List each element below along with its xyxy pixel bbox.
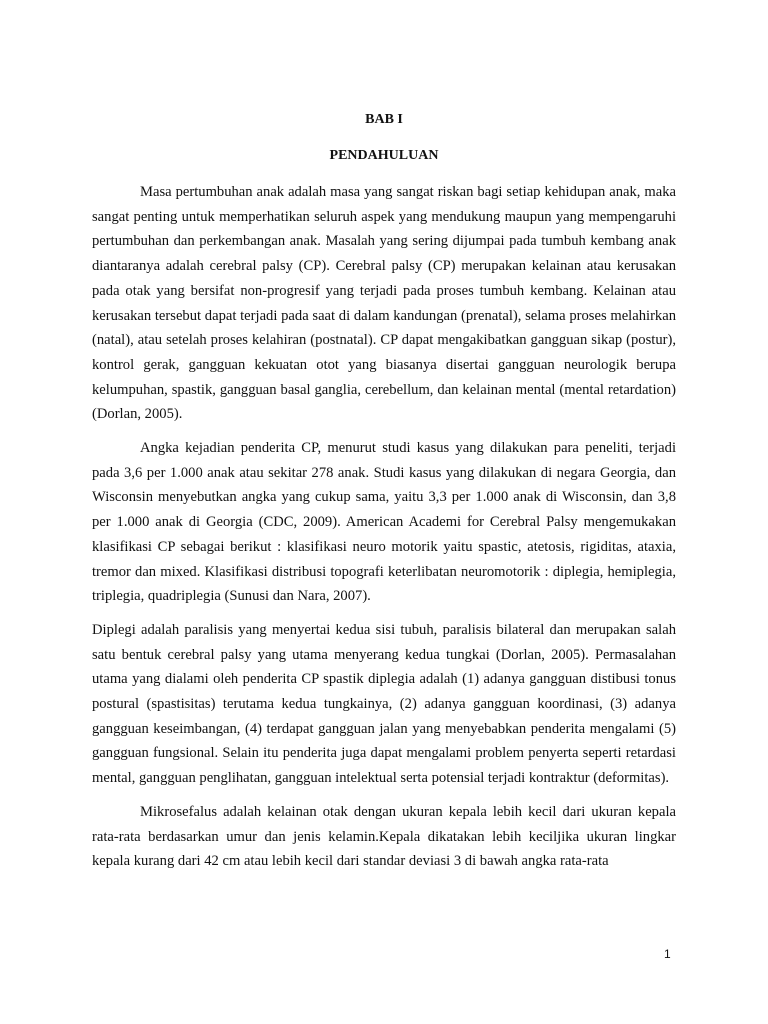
chapter-title: PENDAHULUAN <box>329 148 439 163</box>
page-number: 1 <box>664 947 671 961</box>
paragraph-cerebral-palsy: Masa pertumbuhan anak adalah masa yang sangat riskan bagi setiap kehidupan anak, maka sangat penting untuk memperhatikan seluruh aspek yang mendukung maupun yang mempengaruhi pertumbuhan dan perkembangan anak. Masalah yang sering dijumpai pada tumbuh kembang anak diantaranya adalah cerebral palsy (CP). Cerebral palsy (CP) merupakan kelainan atau kerusakan pada otak yang bersifat non-progresif yang terjadi pada proses tumbuh kembang. Kelainan atau kerusakan tersebut dapat terjadi pada saat di dalam kandungan (prenatal), selama proses melahirkan (natal), atau setelah proses kelahiran (postnatal). CP dapat mengakibatkan gangguan sikap (postur), kontrol gerak, gangguan kekuatan otot yang biasanya disertai gangguan neurologik berupa kelumpuhan, spastik, gangguan basal ganglia, cerebellum, dan kelainan mental (mental retardation) (Dorlan, 2005). <box>92 184 676 423</box>
paragraph-microcephaly: Mikrosefalus adalah kelainan otak dengan ukuran kepala lebih kecil dari ukuran kepala rata-rata berdasarkan umur dan jenis kelamin.Kepala dikatakan lebih keciljika ukuran lingkar kepala kurang dari 42 cm atau lebih kecil dari standar deviasi 3 di bawah angka rata-rata <box>92 803 676 870</box>
chapter-label: BAB I <box>365 112 403 127</box>
document-body <box>92 180 676 874</box>
paragraph-incidence: Angka kejadian penderita CP, menurut studi kasus yang dilakukan para peneliti, terjadi pada 3,6 per 1.000 anak atau sekitar 278 anak. Studi kasus yang dilakukan di negara Georgia, dan Wisconsin menyebutkan angka yang cukup sama, yaitu 3,3 per 1.000 anak di Wisconsin, dan 3,8 per 1.000 anak di Georgia (CDC, 2009). American Academi for Cerebral Palsy mengemukakan klasifikasi CP sebagai berikut : klasifikasi neuro motorik yaitu spastic, atetosis, rigiditas, ataxia, tremor dan mixed. Klasifikasi distribusi topografi keterlibatan neuromotorik : diplegia, hemiplegia, triplegia, quadriplegia (Sunusi dan Nara, 2007). <box>92 440 676 605</box>
paragraph-diplegia: Diplegi adalah paralisis yang menyertai kedua sisi tubuh, paralisis bilateral dan merupakan salah satu bentuk cerebral palsy yang utama menyerang kedua tungkai (Dorlan, 2005). Permasalahan utama yang dialami oleh penderita CP spastik diplegia adalah (1) adanya gangguan distibusi tonus postural (spastisitas) terutama kedua tungkainya, (2) adanya gangguan koordinasi, (3) adanya gangguan keseimbangan, (4) terdapat gangguan jalan yang menyebabkan penderita mengalami (5) gangguan fungsional. Selain itu penderita juga dapat mengalami problem penyerta seperti retardasi mental, gangguan penglihatan, gangguan intelektual serta potensial terjadi kontraktur (deformitas). <box>92 621 676 787</box>
